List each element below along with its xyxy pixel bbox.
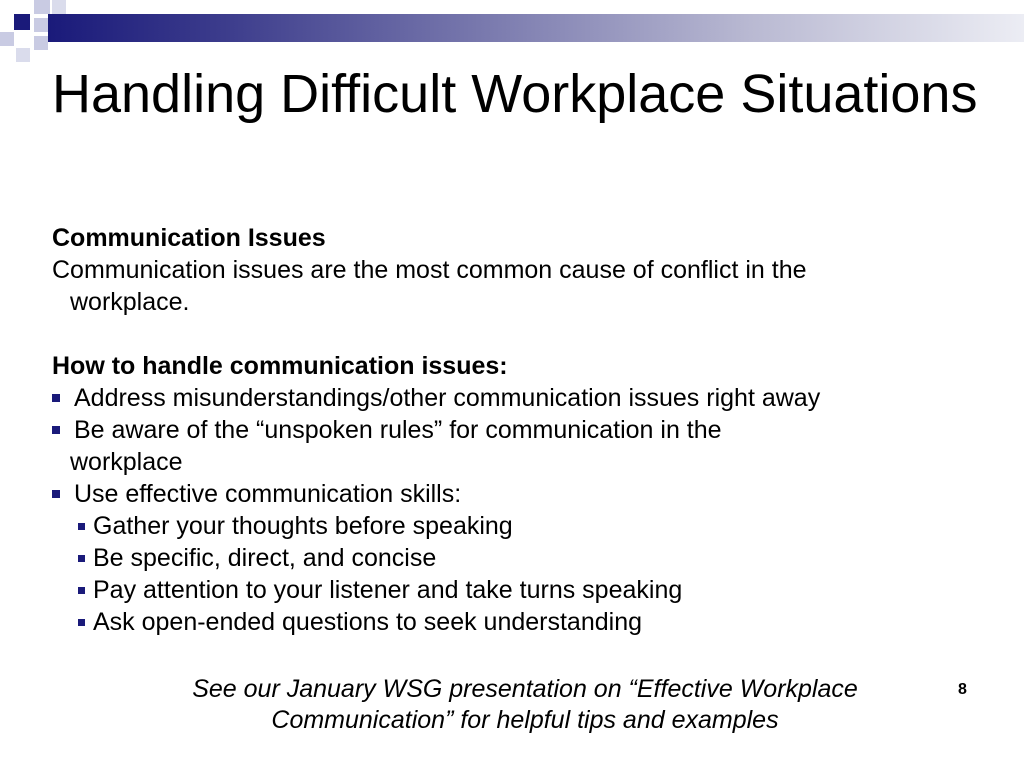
bullet-item xyxy=(52,478,992,510)
decorative-square xyxy=(34,0,50,14)
header-gradient-band xyxy=(48,14,1024,42)
footer-note-line: Communication” for helpful tips and examples xyxy=(271,706,779,734)
decorative-square xyxy=(16,48,30,62)
square-bullet-icon xyxy=(52,426,60,434)
sub-bullet-item xyxy=(52,606,992,638)
sub-bullet-text: Gather your thoughts before speaking xyxy=(93,512,513,540)
square-bullet-icon xyxy=(78,523,85,530)
section-heading: Communication Issues xyxy=(52,224,326,252)
sub-bullet-item xyxy=(52,510,992,542)
sub-bullet-text: Be specific, direct, and concise xyxy=(93,544,437,572)
intro-text-line: workplace. xyxy=(70,288,190,316)
slide-body xyxy=(52,222,992,638)
decorative-square xyxy=(34,18,48,32)
bullet-item xyxy=(52,382,992,414)
slide-title: Handling Difficult Workplace Situations xyxy=(52,64,978,124)
sub-bullet-item xyxy=(52,542,992,574)
footer-note xyxy=(130,674,920,736)
bullet-text: Use effective communication skills: xyxy=(74,480,462,508)
decorative-square xyxy=(34,36,48,50)
sub-bullet-text: Ask open-ended questions to seek understanding xyxy=(93,608,642,636)
square-bullet-icon xyxy=(52,490,60,498)
page-number: 8 xyxy=(958,681,967,698)
bullet-continuation: workplace xyxy=(70,448,183,476)
square-bullet-icon xyxy=(78,555,85,562)
decorative-square xyxy=(14,14,30,30)
square-bullet-icon xyxy=(78,587,85,594)
square-bullet-icon xyxy=(78,619,85,626)
sub-bullet-text: Pay attention to your listener and take turns speaking xyxy=(93,576,683,604)
intro-text-line: Communication issues are the most common cause of conflict in the xyxy=(52,256,807,284)
bullet-item xyxy=(52,414,992,446)
decorative-square xyxy=(52,0,66,14)
bullet-text: Be aware of the “unspoken rules” for communication in the xyxy=(74,416,722,444)
square-bullet-icon xyxy=(52,394,60,402)
decorative-square xyxy=(0,32,14,46)
spacer xyxy=(52,318,992,350)
sub-bullet-item xyxy=(52,574,992,606)
bullet-text: Address misunderstandings/other communication issues right away xyxy=(74,384,821,412)
how-to-heading: How to handle communication issues: xyxy=(52,352,508,380)
footer-note-line: See our January WSG presentation on “Effective Workplace xyxy=(192,675,858,703)
